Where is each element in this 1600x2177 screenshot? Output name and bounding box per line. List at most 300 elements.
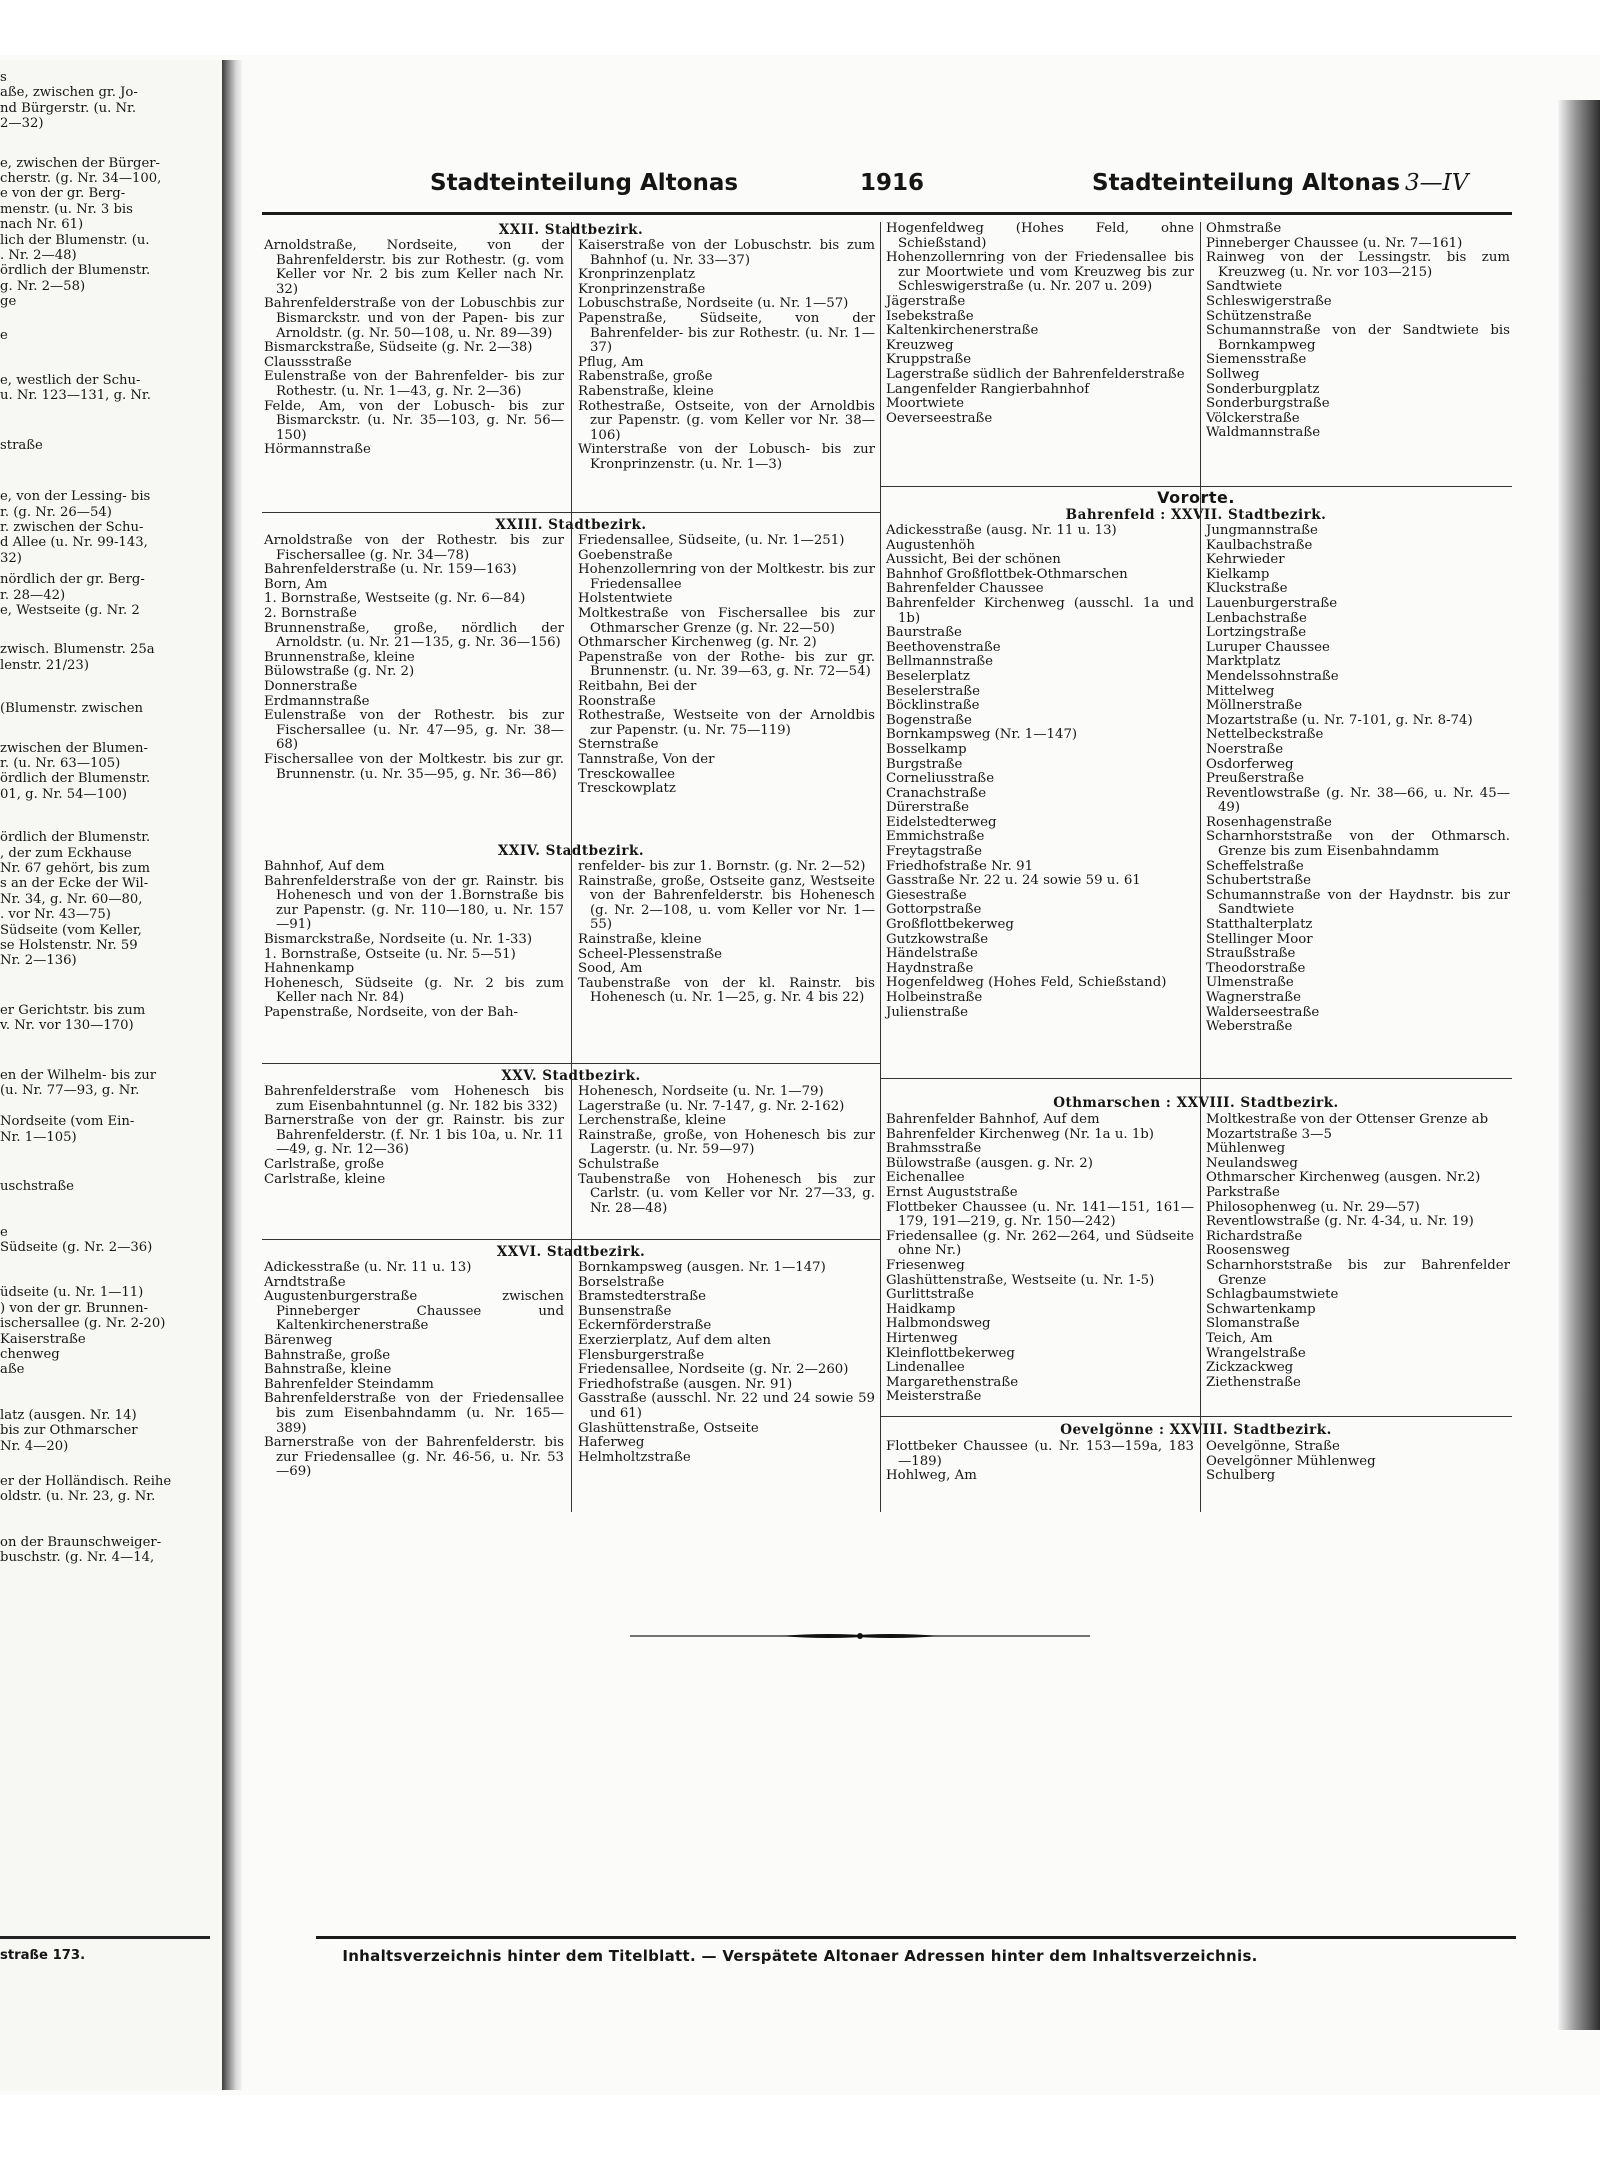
street-entry: Ernst Auguststraße — [886, 1184, 1018, 1200]
street-entry: Barnerstraße von der gr. Rainstr. bis zur Bahrenfelderstr. (f. Nr. 1 bis 10a, u. Nr. 11—49, g. Nr. 12—36) — [264, 1113, 564, 1158]
street-entry: Kaulbachstraße — [1206, 537, 1313, 553]
left-page-line: oldstr. (u. Nr. 23, g. Nr. — [0, 1489, 156, 1505]
street-entry: Taubenstraße von der kl. Rainstr. bis Hohenesch (u. Nr. 1—25, g. Nr. 4 bis 22) — [578, 975, 875, 1006]
street-entry: Großflottbekerweg — [886, 917, 1014, 933]
left-page-line: üdseite (u. Nr. 1—11) — [0, 1285, 144, 1301]
street-entry: Schulstraße — [578, 1156, 660, 1172]
street-entry: Gutzkowstraße — [886, 931, 989, 947]
book-gutter — [222, 60, 242, 2090]
left-page-line: ischersallee (g. Nr. 2-20) — [0, 1316, 166, 1332]
left-page-line: Nr. 1—105) — [0, 1129, 77, 1145]
street-entry: Friesenweg — [886, 1257, 965, 1273]
street-entry: Pinneberger Chaussee (u. Nr. 7—161) — [1206, 235, 1463, 251]
street-entry: Bahrenfelder Kirchenweg (Nr. 1a u. 1b) — [886, 1126, 1154, 1142]
street-entry: Papenstraße, Nordseite, von der Bah- — [264, 1004, 519, 1020]
street-entry: Mozartstraße (u. Nr. 7-101, g. Nr. 8-74) — [1206, 712, 1473, 728]
street-entry: Sood, Am — [578, 961, 643, 977]
street-entry: Statthalterplatz — [1206, 917, 1313, 933]
street-entry: Oeverseestraße — [886, 410, 993, 426]
street-entry: Rothestraße, Westseite von der Arnoldbis zur Papenstr. (u. Nr. 75—119) — [578, 708, 875, 738]
street-entry: Wagnerstraße — [1206, 990, 1301, 1005]
street-entry: Glashüttenstraße, Westseite (u. Nr. 1-5) — [886, 1272, 1155, 1288]
street-entry: Bosselkamp — [886, 741, 967, 757]
street-entry: Rothestraße, Ostseite, von der Arnoldbis zur Papenstr. (g. vom Keller vor Nr. 38—106) — [578, 398, 875, 443]
street-entry: Eulenstraße von der Bahrenfelder- bis zur Rothestr. (u. Nr. 1—43, g. Nr. 2—36) — [264, 369, 564, 399]
left-page-line: nach Nr. 61) — [0, 217, 84, 233]
street-entry: renfelder- bis zur 1. Bornstr. (g. Nr. 2—52) — [578, 859, 866, 874]
street-entry: Hohenzollernring von der Friedensallee bis zur Moortwiete und vom Kreuzweg bis zur Schleswigerstraße (u. Nr. 207 u. 209) — [886, 250, 1194, 295]
street-entry: Siemensstraße — [1206, 352, 1307, 368]
street-entry: Mühlenweg — [1206, 1141, 1286, 1157]
street-entry: Marktplatz — [1206, 654, 1281, 670]
street-entry: Glashüttenstraße, Ostseite — [578, 1420, 759, 1436]
section-xxii-col1 — [264, 239, 564, 458]
street-entry: Neulandsweg — [1206, 1155, 1298, 1171]
street-entry: Eidelstedterweg — [886, 814, 997, 830]
section-xxiv-col1 — [264, 860, 564, 1021]
section-xxvi-col2 — [578, 1261, 875, 1465]
column-rule-1 — [571, 222, 572, 1512]
left-page-line: Südseite (vom Keller, — [0, 922, 142, 938]
street-entry: 1. Bornstraße, Ostseite (u. Nr. 5—51) — [264, 946, 516, 962]
street-entry: Philosophenweg (u. Nr. 29—57) — [1206, 1199, 1420, 1215]
street-entry: Rainweg von der Lessingstr. bis zum Kreuzweg (u. Nr. vor 103—215) — [1206, 250, 1510, 280]
street-entry: Parkstraße — [1206, 1184, 1280, 1200]
street-entry: Jungmannstraße — [1206, 523, 1318, 538]
left-footer-rule — [0, 1936, 210, 1939]
street-entry: Bülowstraße (g. Nr. 2) — [264, 664, 415, 680]
street-entry: Arndtstraße — [264, 1274, 346, 1290]
street-entry: Wrangelstraße — [1206, 1345, 1306, 1361]
left-page-line: ördlich der Blumenstr. — [0, 771, 151, 787]
left-page-line: nördlich der gr. Berg- — [0, 572, 145, 588]
street-entry: Bramstedterstraße — [578, 1289, 706, 1305]
street-entry: Bismarckstraße, Nordseite (u. Nr. 1-33) — [264, 931, 533, 947]
ornament-divider — [630, 1628, 1090, 1644]
street-entry: Schumannstraße von der Haydnstr. bis zur Sandtwiete — [1206, 887, 1510, 918]
street-entry: Haidkamp — [886, 1301, 956, 1317]
left-page-line: e, zwischen der Bürger- — [0, 155, 161, 171]
left-page-line: latz (ausgen. Nr. 14) — [0, 1407, 137, 1423]
left-page-line: zwisch. Blumenstr. 25a — [0, 642, 155, 658]
street-entry: Reventlowstraße (g. Nr. 38—66, u. Nr. 45—49) — [1206, 785, 1510, 816]
street-entry: Schlagbaumstwiete — [1206, 1287, 1339, 1303]
street-entry: Gurlittstraße — [886, 1287, 974, 1303]
street-entry: Brunnenstraße, große, nördlich der Arnoldstr. (u. Nr. 21—135, g. Nr. 36—156) — [264, 620, 564, 651]
street-entry: Holstentwiete — [578, 591, 673, 607]
left-page-line: ördlich der Blumenstr. — [0, 263, 151, 279]
left-page-line: . vor Nr. 43—75) — [0, 907, 111, 923]
left-page-line: nd Bürgerstr. (u. Nr. — [0, 100, 137, 116]
street-entry: Arnoldstraße von der Rothestr. bis zur Fischersallee (g. Nr. 34—78) — [264, 533, 564, 563]
street-entry: Langenfelder Rangierbahnhof — [886, 381, 1090, 397]
street-entry: Hahnenkamp — [264, 961, 355, 977]
left-page-line: , der zum Eckhause — [0, 845, 132, 861]
street-entry: Rosenhagenstraße — [1206, 814, 1332, 830]
section-xxvii-col3 — [886, 524, 1194, 1020]
section-xxv-col1 — [264, 1085, 564, 1187]
left-page-line: buschstr. (g. Nr. 4—14, — [0, 1550, 155, 1566]
street-entry: Sternstraße — [578, 737, 659, 753]
street-entry: Carlstraße, kleine — [264, 1171, 386, 1187]
street-entry: Kielkamp — [1206, 566, 1270, 582]
left-page-line: e — [0, 1224, 8, 1240]
left-page-line: Nordseite (vom Ein- — [0, 1114, 135, 1130]
street-entry: Augustenburgerstraße zwischen Pinneberger Chaussee und Kaltenkirchenerstraße — [264, 1289, 564, 1334]
street-entry: Bornkampsweg (ausgen. Nr. 1—147) — [578, 1260, 826, 1275]
street-entry: Schleswigerstraße — [1206, 293, 1332, 309]
street-entry: Stellinger Moor — [1206, 931, 1313, 947]
column-rule-3 — [1200, 222, 1201, 1512]
street-entry: Mendelssohnstraße — [1206, 668, 1339, 684]
street-entry: Eichenallee — [886, 1170, 965, 1186]
street-entry: Borselstraße — [578, 1274, 665, 1290]
left-page-line: e, westlich der Schu- — [0, 373, 141, 388]
street-entry: Friedensallee (g. Nr. 262—264, und Südseite ohne Nr.) — [886, 1228, 1194, 1259]
street-entry: Margarethenstraße — [886, 1374, 1019, 1390]
left-page-line: zwischen der Blumen- — [0, 740, 148, 756]
street-entry: Haferweg — [578, 1435, 645, 1451]
section-xxviii-oevelgoenne-col4 — [1206, 1440, 1510, 1484]
street-entry: Böcklinstraße — [886, 698, 980, 714]
street-entry: Bahrenfelderstraße von der gr. Rainstr. bis Hohenesch und von der 1.Bornstraße bis zur Papenstr. (g. Nr. 110—180, u. Nr. 157—91) — [264, 873, 564, 933]
street-entry: Rainstraße, große, Ostseite ganz, Westseite von der Bahrenfelderstr. bis Hohenesch (g. Nr. 2—108, u. vom Keller vor Nr. 1—55) — [578, 873, 875, 933]
street-entry: Slomanstraße — [1206, 1316, 1300, 1332]
street-entry: Roonstraße — [578, 693, 656, 709]
section-title-xxii: XXII. Stadtbezirk. — [498, 222, 644, 238]
left-page-line: 32) — [0, 550, 22, 566]
left-page-line: lenstr. 21/23) — [0, 657, 89, 673]
street-entry: Born, Am — [264, 576, 328, 592]
street-entry: Exerzierplatz, Auf dem alten — [578, 1332, 771, 1348]
street-entry: Lagerstraße (u. Nr. 7-147, g. Nr. 2-162) — [578, 1098, 845, 1114]
footer-rule — [316, 1936, 1516, 1939]
street-entry: Hogenfeldweg (Hohes Feld, Schießstand) — [886, 975, 1167, 991]
street-entry: Bahnhof Großflottbek-Othmarschen — [886, 566, 1128, 582]
street-entry: Claussstraße — [264, 354, 352, 370]
left-page-line: r. zwischen der Schu- — [0, 520, 144, 535]
street-entry: Lerchenstraße, kleine — [578, 1113, 727, 1129]
street-entry: Teich, Am — [1206, 1330, 1273, 1346]
left-page-line: e, von der Lessing- bis — [0, 489, 151, 505]
left-page-line: s an der Ecke der Wil- — [0, 876, 149, 892]
left-page-line: v. Nr. vor 130—170) — [0, 1018, 134, 1034]
page-edge-shadow — [1558, 100, 1600, 2030]
street-entry: Donnerstraße — [264, 678, 358, 694]
vororte-title: Vororte. — [1157, 488, 1235, 507]
left-page-line: Nr. 67 gehört, bis zum — [0, 861, 150, 876]
street-entry: Lobuschstraße, Nordseite (u. Nr. 1—57) — [578, 296, 849, 312]
street-entry: Bahrenfelder Kirchenweg (ausschl. 1a und 1b) — [886, 595, 1194, 626]
header-year: 1916 — [860, 170, 925, 196]
left-page-line: straße 173. — [0, 1948, 86, 1963]
continuation-col4 — [1206, 222, 1510, 441]
street-entry: Mozartstraße 3—5 — [1206, 1126, 1332, 1142]
street-entry: Bülowstraße (ausgen. g. Nr. 2) — [886, 1155, 1093, 1171]
street-entry: Bahrenfelder Bahnhof, Auf dem — [886, 1112, 1100, 1127]
street-entry: Luruper Chaussee — [1206, 639, 1330, 655]
street-entry: Scharnhorststraße von der Othmarsch. Grenze bis zum Eisenbahndamm — [1206, 829, 1510, 860]
street-entry: Lauenburgerstraße — [1206, 595, 1338, 611]
street-entry: Bornkampsweg (Nr. 1—147) — [886, 727, 1078, 743]
street-entry: Beethovenstraße — [886, 639, 1001, 655]
street-entry: Scharnhorststraße bis zur Bahrenfelder Grenze — [1206, 1257, 1510, 1288]
street-entry: Isebekstraße — [886, 308, 974, 324]
street-entry: Bahnstraße, kleine — [264, 1362, 392, 1378]
street-entry: Gasstraße (ausschl. Nr. 22 und 24 sowie 59 und 61) — [578, 1391, 875, 1421]
street-entry: Bahrenfelderstraße (u. Nr. 159—163) — [264, 562, 517, 578]
street-entry: Theodorstraße — [1206, 960, 1306, 976]
street-entry: Bahrenfelderstraße von der Lobuschbis zur Bismarckstr. und von der Papen- bis zur Arnoldstr. (g. Nr. 50—108, u. Nr. 89—39) — [264, 296, 564, 341]
left-page-line: chenweg — [0, 1347, 60, 1362]
left-page-line: bis zur Othmarscher — [0, 1423, 138, 1439]
street-entry: Gasstraße Nr. 22 u. 24 sowie 59 u. 61 — [886, 873, 1141, 889]
section-xxviii-othmarschen-col3 — [886, 1113, 1194, 1405]
street-entry: Jägerstraße — [886, 293, 966, 309]
street-entry: Oevelgönne, Straße — [1206, 1439, 1340, 1454]
street-entry: Bahrenfelder Steindamm — [264, 1376, 434, 1392]
street-entry: Beselerplatz — [886, 668, 970, 684]
left-page-line: menstr. (u. Nr. 3 bis — [0, 201, 133, 217]
street-entry: Holbeinstraße — [886, 990, 983, 1005]
street-entry: Friedhofstraße Nr. 91 — [886, 858, 1034, 874]
street-entry: Kluckstraße — [1206, 581, 1288, 597]
street-entry: Kleinflottbekerweg — [886, 1345, 1015, 1361]
left-page-line: u. Nr. 123—131, g. Nr. — [0, 388, 151, 404]
street-entry: Burgstraße — [886, 756, 963, 772]
street-entry: Osdorferweg — [1206, 756, 1294, 772]
street-entry: Rabenstraße, kleine — [578, 383, 714, 399]
street-entry: Straußstraße — [1206, 946, 1296, 962]
street-entry: Noerstraße — [1206, 741, 1284, 757]
street-entry: Hohenesch, Nordseite (u. Nr. 1—79) — [578, 1084, 824, 1099]
section-rule — [262, 1239, 880, 1240]
page-footer: Inhaltsverzeichnis hinter dem Titelblatt. — Verspätete Altonaer Adressen hinter dem Inhaltsverzeichnis. — [342, 1947, 1258, 1965]
street-entry: Dürerstraße — [886, 800, 970, 816]
street-entry: Eckernförderstraße — [578, 1318, 712, 1334]
left-page-line: s — [0, 70, 7, 85]
left-page-line: r. (u. Nr. 63—105) — [0, 756, 121, 771]
street-entry: Cranachstraße — [886, 785, 987, 801]
left-page-line: aße — [0, 1362, 25, 1378]
left-page-line: Kaiserstraße — [0, 1331, 86, 1347]
left-page-line: r. 28—42) — [0, 587, 66, 603]
section-xxiv-col2 — [578, 860, 875, 1006]
left-page-line: ge — [0, 294, 17, 310]
street-entry: Eulenstraße von der Rothestr. bis zur Fischersallee (u. Nr. 47—95, g. Nr. 38—68) — [264, 708, 564, 753]
street-entry: Schubertstraße — [1206, 873, 1311, 889]
street-entry: Baurstraße — [886, 625, 962, 641]
left-page-line: (u. Nr. 77—93, g. Nr. — [0, 1083, 140, 1098]
street-entry: Carlstraße, große — [264, 1156, 384, 1172]
street-entry: Friedensallee, Nordseite (g. Nr. 2—260) — [578, 1362, 849, 1378]
left-page-line: en der Wilhelm- bis zur — [0, 1067, 157, 1083]
section-title-xxiv: XXIV. Stadtbezirk. — [497, 843, 645, 859]
street-entry: Bahnhof, Auf dem — [264, 859, 385, 874]
street-entry: Flensburgerstraße — [578, 1347, 705, 1363]
section-xxii-col2 — [578, 239, 875, 473]
street-entry: Othmarscher Kirchenweg (g. Nr. 2) — [578, 635, 817, 651]
street-entry: Bunsenstraße — [578, 1303, 672, 1319]
left-page-line: 01, g. Nr. 54—100) — [0, 786, 128, 802]
street-entry: Bahrenfelderstraße vom Hohenesch bis zum Eisenbahntunnel (g. Nr. 182 bis 332) — [264, 1084, 564, 1114]
street-entry: Rainstraße, kleine — [578, 931, 702, 947]
street-entry: Sonderburgstraße — [1206, 396, 1330, 412]
street-entry: Ziethenstraße — [1206, 1374, 1301, 1390]
street-entry: Zickzackweg — [1206, 1360, 1294, 1376]
left-page-line: Nr. 4—20) — [0, 1438, 69, 1454]
street-entry: Friedensallee, Südseite, (u. Nr. 1—251) — [578, 533, 845, 548]
street-entry: Hohenzollernring von der Moltkestr. bis zur Friedensallee — [578, 562, 875, 592]
section-xxviii-othmarschen-col4 — [1206, 1113, 1510, 1390]
street-entry: Flottbeker Chaussee (u. Nr. 153—159a, 183—189) — [886, 1439, 1194, 1469]
section-xxvii-col4 — [1206, 524, 1510, 1035]
street-entry: Kronprinzenplatz — [578, 267, 696, 283]
left-page-line: (Blumenstr. zwischen — [0, 701, 144, 717]
left-page-line: e von der gr. Berg- — [0, 186, 126, 202]
street-entry: Kaiserstraße von der Lobuschstr. bis zum Bahnhof (u. Nr. 33—37) — [578, 238, 875, 268]
left-page-line: Nr. 2—136) — [0, 953, 77, 969]
street-entry: Arnoldstraße, Nordseite, von der Bahrenfelderstr. bis zur Rothestr. (g. vom Keller vor Nr. 2 bis zum Keller nach Nr. 32) — [264, 238, 564, 297]
street-entry: Adickesstraße (u. Nr. 11 u. 13) — [264, 1260, 472, 1275]
street-entry: Brunnenstraße, kleine — [264, 649, 415, 665]
section-title-xxvii: Bahrenfeld : XXVII. Stadtbezirk. — [1065, 507, 1327, 523]
street-entry: Oevelgönner Mühlenweg — [1206, 1453, 1376, 1469]
street-entry: Roosensweg — [1206, 1243, 1290, 1259]
street-entry: Lindenallee — [886, 1360, 965, 1376]
section-xxvi-col1 — [264, 1261, 564, 1480]
section-xxv-col2 — [578, 1085, 875, 1216]
column-rule-2 — [880, 222, 881, 1512]
street-entry: Kehrwieder — [1206, 552, 1285, 568]
left-page-line: lich der Blumenstr. (u. — [0, 232, 150, 248]
page-body — [262, 216, 1512, 1516]
street-entry: 2. Bornstraße — [264, 605, 357, 621]
left-page-line: d Allee (u. Nr. 99-143, — [0, 535, 148, 551]
street-entry: Bismarckstraße, Südseite (g. Nr. 2—38) — [264, 340, 533, 356]
street-entry: Bellmannstraße — [886, 654, 994, 670]
left-page-line: e — [0, 327, 8, 343]
street-entry: Sandtwiete — [1206, 279, 1283, 295]
section-title-xxv: XXV. Stadtbezirk. — [501, 1068, 641, 1084]
section-rule — [880, 1078, 1512, 1079]
street-entry: Helmholtzstraße — [578, 1449, 691, 1465]
street-entry: Beselerstraße — [886, 683, 981, 699]
section-title-xxvi: XXVI. Stadtbezirk. — [496, 1244, 646, 1260]
street-entry: Scheffelstraße — [1206, 858, 1304, 874]
street-entry: Reventlowstraße (g. Nr. 4-34, u. Nr. 19) — [1206, 1214, 1474, 1230]
street-entry: Rainstraße, große, von Hohenesch bis zur Lagerstr. (u. Nr. 59—97) — [578, 1127, 875, 1158]
street-entry: Mittelweg — [1206, 683, 1275, 699]
section-title-xxviii-oevelgoenne: Oevelgönne : XXVIII. Stadtbezirk. — [1060, 1422, 1332, 1438]
left-page-line: . Nr. 2—48) — [0, 248, 77, 263]
street-entry: Weberstraße — [1206, 1019, 1293, 1035]
street-entry: Moltkestraße von Fischersallee bis zur Othmarscher Grenze (g. Nr. 22—50) — [578, 605, 875, 636]
street-entry: Sonderburgplatz — [1206, 381, 1320, 397]
left-page-line: ) von der gr. Brunnen- — [0, 1300, 149, 1316]
left-page-line: aße, zwischen gr. Jo- — [0, 85, 138, 101]
street-entry: Bahrenfelder Chaussee — [886, 581, 1044, 597]
street-entry: Hohlweg, Am — [886, 1468, 977, 1484]
section-rule — [262, 1063, 880, 1064]
left-page-line: er der Holländisch. Reihe — [0, 1474, 172, 1489]
left-page-line: r. (g. Nr. 26—54) — [0, 504, 112, 520]
street-entry: Ohmstraße — [1206, 221, 1282, 236]
street-entry: Händelstraße — [886, 946, 978, 962]
street-entry: Papenstraße, Südseite, von der Bahrenfelder- bis zur Rothestr. (u. Nr. 1—37) — [578, 310, 875, 356]
section-rule — [880, 486, 1512, 487]
street-entry: Winterstraße von der Lobusch- bis zur Kronprinzenstr. (u. Nr. 1—3) — [578, 442, 875, 472]
street-entry: Schumannstraße von der Sandtwiete bis Bornkampweg — [1206, 323, 1510, 353]
street-entry: Flottbeker Chaussee (u. Nr. 141—151, 161—179, 191—219, g. Nr. 150—242) — [886, 1199, 1194, 1230]
street-entry: Moortwiete — [886, 396, 965, 412]
left-page-line: uschstraße — [0, 1179, 74, 1195]
left-page-fragment — [0, 60, 222, 2090]
street-entry: Hohenesch, Südseite (g. Nr. 2 bis zum Keller nach Nr. 84) — [264, 975, 564, 1006]
left-page-line: Südseite (g. Nr. 2—36) — [0, 1240, 153, 1255]
street-entry: Lenbachstraße — [1206, 610, 1307, 626]
left-page-line: e, Westseite (g. Nr. 2 — [0, 603, 140, 618]
section-xxviii-oevelgoenne-col3 — [886, 1440, 1194, 1484]
street-entry: Moltkestraße von der Ottenser Grenze ab — [1206, 1112, 1489, 1127]
street-entry: Giesestraße — [886, 887, 967, 903]
header-rule — [262, 212, 1512, 215]
street-entry: Preußerstraße — [1206, 771, 1305, 787]
street-entry: Barnerstraße von der Bahrenfelderstr. bis zur Friedensallee (g. Nr. 46-56, u. Nr. 53—69) — [264, 1435, 564, 1480]
street-entry: Scheel-Plessenstraße — [578, 946, 722, 962]
section-rule — [880, 1416, 1512, 1417]
left-page-line: g. Nr. 2—58) — [0, 278, 86, 294]
street-entry: Walderseestraße — [1206, 1004, 1320, 1020]
street-entry: Bahnstraße, große — [264, 1347, 391, 1363]
street-entry: Brahmsstraße — [886, 1141, 982, 1157]
street-entry: Rabenstraße, große — [578, 369, 713, 385]
street-entry: Richardstraße — [1206, 1228, 1303, 1244]
street-entry: Hörmannstraße — [264, 442, 371, 458]
section-xxiii-col2 — [578, 534, 875, 797]
street-entry: Haydnstraße — [886, 960, 974, 976]
header-right-title: Stadteinteilung Altonas — [1092, 170, 1401, 196]
street-entry: Möllnerstraße — [1206, 698, 1303, 714]
street-entry: Goebenstraße — [578, 547, 673, 563]
street-entry: Aussicht, Bei der schönen — [886, 552, 1061, 568]
street-entry: Freytagstraße — [886, 844, 982, 860]
street-entry: Emmichstraße — [886, 829, 985, 845]
street-entry: Corneliusstraße — [886, 771, 995, 787]
street-entry: Lortzingstraße — [1206, 625, 1307, 641]
section-title-xxiii: XXIII. Stadtbezirk. — [495, 517, 647, 533]
street-entry: Lagerstraße südlich der Bahrenfelderstraße — [886, 366, 1185, 382]
left-page-line: cherstr. (g. Nr. 34—100, — [0, 171, 162, 186]
street-entry: Ulmenstraße — [1206, 975, 1294, 991]
street-entry: Felde, Am, von der Lobusch- bis zur Bismarckstr. (u. Nr. 35—103, g. Nr. 56—150) — [264, 398, 564, 443]
street-entry: Augustenhöh — [886, 537, 975, 553]
street-entry: Othmarscher Kirchenweg (ausgen. Nr.2) — [1206, 1170, 1481, 1186]
street-entry: Hogenfeldweg (Hohes Feld, ohne Schießstand) — [886, 221, 1194, 251]
street-entry: Tannstraße, Von der — [578, 751, 715, 767]
street-entry: Nettelbeckstraße — [1206, 727, 1324, 743]
street-entry: Schützenstraße — [1206, 308, 1312, 324]
left-page-line: 2—32) — [0, 116, 44, 132]
street-entry: Papenstraße von der Rothe- bis zur gr. Brunnenstr. (u. Nr. 39—63, g. Nr. 72—54) — [578, 649, 875, 680]
street-entry: Waldmannstraße — [1206, 425, 1321, 441]
street-entry: Kaltenkirchenerstraße — [886, 323, 1039, 339]
street-entry: Adickesstraße (ausg. Nr. 11 u. 13) — [886, 523, 1117, 538]
header-left-title: Stadteinteilung Altonas — [430, 170, 739, 196]
left-page-line: se Holstenstr. Nr. 59 — [0, 938, 138, 953]
street-entry: Tresckowplatz — [578, 781, 676, 797]
street-entry: Schulberg — [1206, 1468, 1276, 1484]
